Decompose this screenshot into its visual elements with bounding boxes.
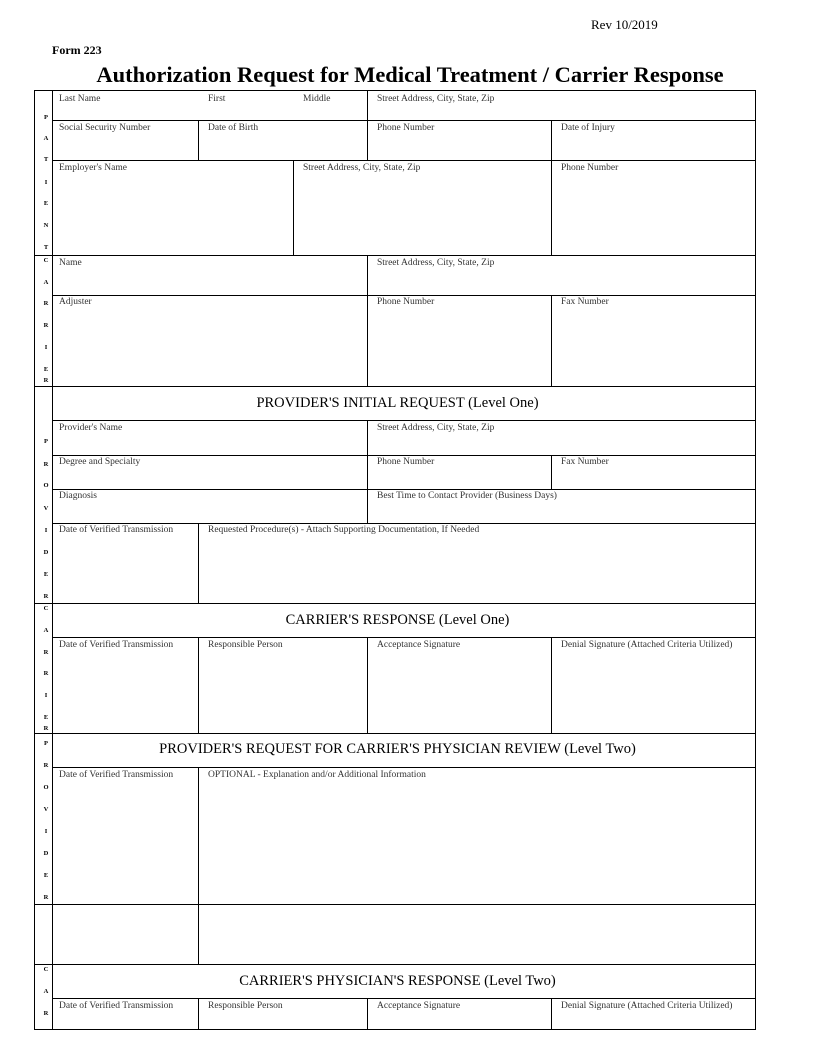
provider-phone-field[interactable]: Phone Number xyxy=(377,457,435,467)
first-name-field[interactable]: First xyxy=(208,94,226,104)
side-letter: P xyxy=(44,740,48,747)
employer-phone-field[interactable]: Phone Number xyxy=(561,163,619,173)
side-letter: D xyxy=(43,549,49,556)
form-number: Form 223 xyxy=(52,43,102,57)
acceptance-signature-field[interactable]: Acceptance Signature xyxy=(377,640,461,650)
carrier-name-field[interactable]: Name xyxy=(59,258,82,268)
side-letter: R xyxy=(43,894,49,901)
side-letter: I xyxy=(44,692,48,699)
denial-signature-field[interactable]: Denial Signature (Attached Criteria Utilized) xyxy=(561,1001,733,1011)
side-letter: I xyxy=(44,344,48,351)
side-letter: E xyxy=(43,872,49,879)
transmission-date-field[interactable]: Date of Verified Transmission xyxy=(59,525,174,535)
side-letter: E xyxy=(43,366,49,373)
carrier-phone-field[interactable]: Phone Number xyxy=(377,297,435,307)
side-letter: A xyxy=(43,988,49,995)
side-letter: P xyxy=(44,438,48,445)
side-letter: I xyxy=(44,527,48,534)
form-title: Authorization Request for Medical Treatment / Carrier Response xyxy=(96,62,724,87)
side-letter: N xyxy=(43,222,49,229)
side-letter: R xyxy=(43,649,49,656)
side-letter: R xyxy=(43,322,49,329)
ssn-field[interactable]: Social Security Number xyxy=(59,123,151,133)
side-letter: E xyxy=(43,571,49,578)
side-letter: R xyxy=(43,1010,49,1017)
adjuster-field[interactable]: Adjuster xyxy=(59,297,92,307)
side-letter: E xyxy=(43,200,49,207)
degree-specialty-field[interactable]: Degree and Specialty xyxy=(59,457,141,467)
responsible-person-field[interactable]: Responsible Person xyxy=(208,640,283,650)
dob-field[interactable]: Date of Birth xyxy=(208,123,259,133)
revision-date: Rev 10/2019 xyxy=(591,17,658,32)
patient-phone-field[interactable]: Phone Number xyxy=(377,123,435,133)
side-letter: P xyxy=(44,114,48,121)
side-letter: C xyxy=(43,257,49,264)
provider-fax-field[interactable]: Fax Number xyxy=(561,457,609,467)
side-letter: A xyxy=(43,135,49,142)
carrier-fax-field[interactable]: Fax Number xyxy=(561,297,609,307)
diagnosis-field[interactable]: Diagnosis xyxy=(59,491,97,501)
side-letter: C xyxy=(43,966,49,973)
carrier-address-field[interactable]: Street Address, City, State, Zip xyxy=(377,258,495,268)
optional-explanation-field[interactable]: OPTIONAL - Explanation and/or Additional Information xyxy=(208,770,426,780)
side-letter: V xyxy=(43,806,49,813)
employer-name-field[interactable]: Employer's Name xyxy=(59,163,127,173)
side-letter: R xyxy=(43,377,49,384)
side-letter: E xyxy=(43,714,49,721)
side-letter: I xyxy=(44,828,48,835)
transmission-date-field[interactable]: Date of Verified Transmission xyxy=(59,1001,174,1011)
side-letter: R xyxy=(43,725,49,732)
provider-initial-request-heading: PROVIDER'S INITIAL REQUEST (Level One) xyxy=(256,395,539,411)
best-time-field[interactable]: Best Time to Contact Provider (Business Days) xyxy=(377,491,557,501)
middle-name-field[interactable]: Middle xyxy=(303,94,331,104)
date-of-injury-field[interactable]: Date of Injury xyxy=(561,123,615,133)
employer-address-field[interactable]: Street Address, City, State, Zip xyxy=(303,163,421,173)
physician-review-request-heading: PROVIDER'S REQUEST FOR CARRIER'S PHYSICIAN REVIEW (Level Two) xyxy=(159,741,636,757)
side-letter: R xyxy=(43,670,49,677)
side-letter: O xyxy=(43,482,49,489)
provider-name-field[interactable]: Provider's Name xyxy=(59,423,123,433)
acceptance-signature-field[interactable]: Acceptance Signature xyxy=(377,1001,461,1011)
side-letter: R xyxy=(43,300,49,307)
responsible-person-field[interactable]: Responsible Person xyxy=(208,1001,283,1011)
patient-address-field[interactable]: Street Address, City, State, Zip xyxy=(377,94,495,104)
form-border xyxy=(35,91,756,1030)
last-name-field[interactable]: Last Name xyxy=(59,94,101,104)
provider-address-field[interactable]: Street Address, City, State, Zip xyxy=(377,423,495,433)
requested-procedures-field[interactable]: Requested Procedure(s) - Attach Supporting Documentation, If Needed xyxy=(208,525,480,535)
side-letter: D xyxy=(43,850,49,857)
transmission-date-field[interactable]: Date of Verified Transmission xyxy=(59,640,174,650)
denial-signature-field[interactable]: Denial Signature (Attached Criteria Utilized) xyxy=(561,640,733,650)
side-letter: I xyxy=(44,179,48,186)
side-letter: A xyxy=(43,627,49,634)
side-letter: O xyxy=(43,784,49,791)
transmission-date-field[interactable]: Date of Verified Transmission xyxy=(59,770,174,780)
physician-response-heading: CARRIER'S PHYSICIAN'S RESPONSE (Level Two) xyxy=(239,973,556,989)
side-letter: R xyxy=(43,461,49,468)
carrier-response-heading: CARRIER'S RESPONSE (Level One) xyxy=(285,612,510,628)
side-letter: A xyxy=(43,279,49,286)
side-letter: C xyxy=(43,605,49,612)
side-letter: T xyxy=(43,244,49,251)
side-letter: R xyxy=(43,593,49,600)
side-letter: R xyxy=(43,762,49,769)
side-letter: T xyxy=(43,156,49,163)
side-letter: V xyxy=(43,505,49,512)
